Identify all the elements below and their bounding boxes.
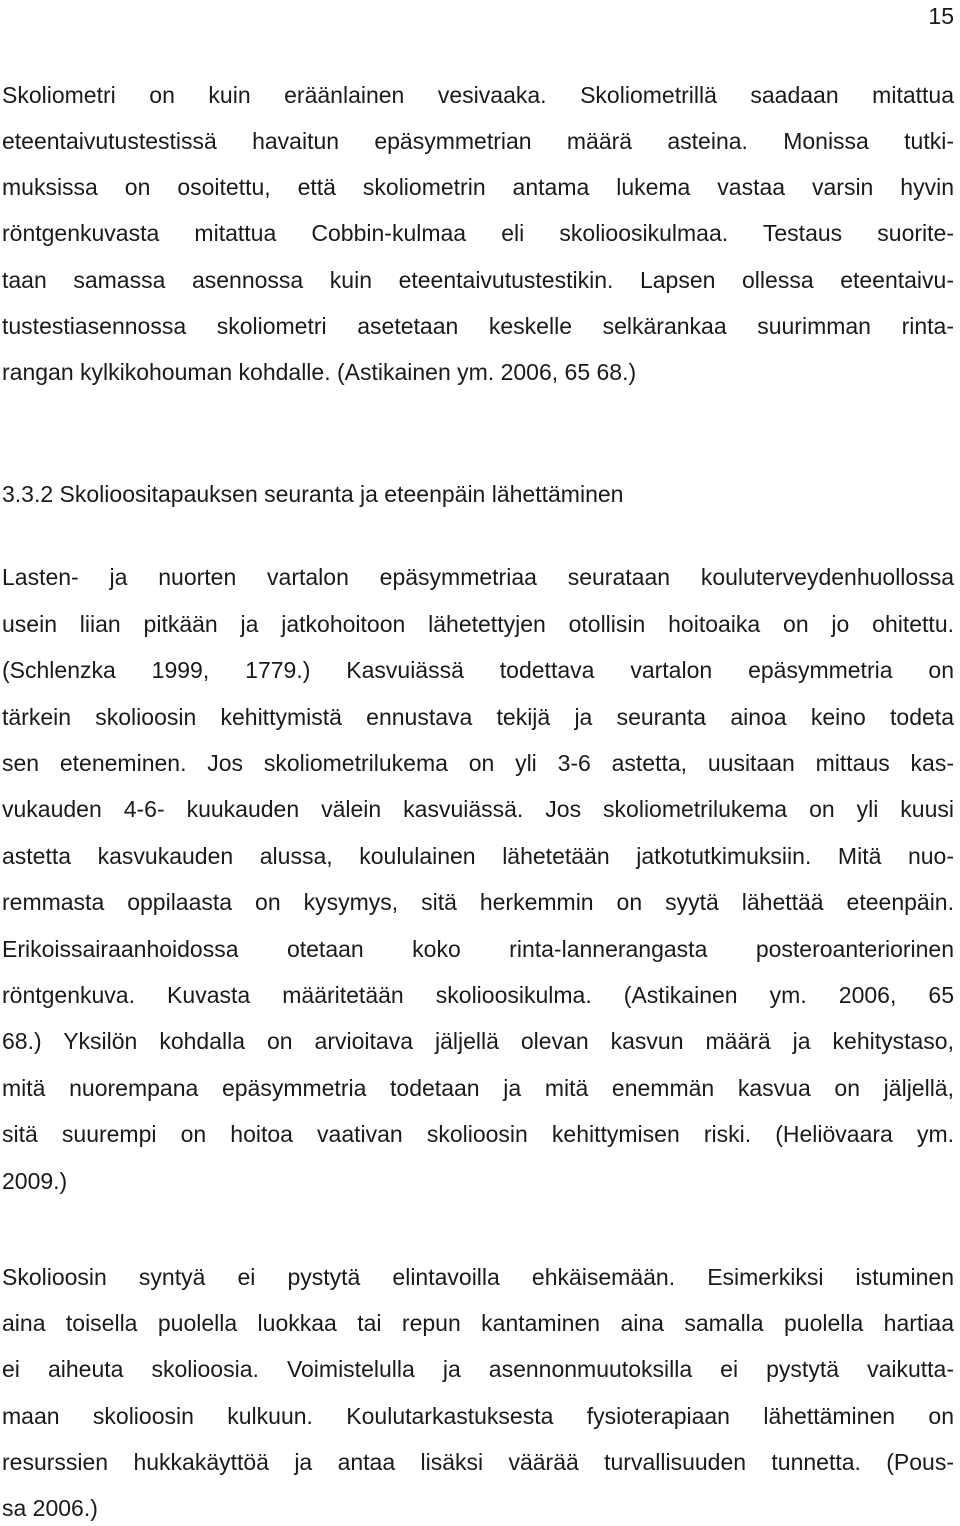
paragraph-3-line: aina toisella puolella luokkaa tai repun kantaminen aina samalla puolella hartiaa bbox=[2, 1310, 954, 1336]
paragraph-1-line: eteentaivutustestissä havaitun epäsymmetrian määrä asteina. Monissa tutki- bbox=[2, 128, 954, 154]
paragraph-1-line: tustestiasennossa skoliometri asetetaan keskelle selkärankaa suurimman rinta- bbox=[2, 313, 954, 339]
paragraph-2-line: Erikoissairaanhoidossa otetaan koko rinta-lannerangasta posteroanteriorinen bbox=[2, 936, 954, 962]
paragraph-3-line: Skolioosin syntyä ei pystytä elintavoilla ehkäisemään. Esimerkiksi istuminen bbox=[2, 1264, 954, 1290]
paragraph-2-line: tärkein skolioosin kehittymistä ennustava tekijä ja seuranta ainoa keino todeta bbox=[2, 704, 954, 730]
paragraph-1-line: taan samassa asennossa kuin eteentaivutustestikin. Lapsen ollessa eteentaivu- bbox=[2, 267, 954, 293]
paragraph-2-line: sen eteneminen. Jos skoliometrilukema on yli 3-6 astetta, uusitaan mittaus kas- bbox=[2, 750, 954, 776]
page-number: 15 bbox=[928, 3, 954, 29]
paragraph-3-line: resurssien hukkakäyttöä ja antaa lisäksi väärää turvallisuuden tunnetta. (Pous- bbox=[2, 1449, 954, 1475]
paragraph-2-line: 68.) Yksilön kohdalla on arvioitava jäljellä olevan kasvun määrä ja kehitystaso, bbox=[2, 1028, 954, 1054]
paragraph-3-line: ei aiheuta skolioosia. Voimistelulla ja asennonmuutoksilla ei pystytä vaikutta- bbox=[2, 1356, 954, 1382]
paragraph-1-line: rangan kylkikohouman kohdalle. (Astikainen ym. 2006, 65 68.) bbox=[2, 359, 637, 385]
paragraph-1-line: muksissa on osoitettu, että skoliometrin antama lukema vastaa varsin hyvin bbox=[2, 174, 954, 200]
paragraph-2-line: sitä suurempi on hoitoa vaativan skolioosin kehittymisen riski. (Heliövaara ym. bbox=[2, 1121, 954, 1147]
paragraph-2-line: Lasten- ja nuorten vartalon epäsymmetriaa seurataan kouluterveydenhuollossa bbox=[2, 564, 954, 590]
paragraph-2-line: usein liian pitkään ja jatkohoitoon lähetettyjen otollisin hoitoaika on jo ohitettu. bbox=[2, 611, 954, 637]
paragraph-3-line: maan skolioosin kulkuun. Koulutarkastuksesta fysioterapiaan lähettäminen on bbox=[2, 1403, 954, 1429]
section-heading: 3.3.2 Skolioositapauksen seuranta ja eteenpäin lähettäminen bbox=[2, 481, 624, 507]
paragraph-2-line: remmasta oppilaasta on kysymys, sitä herkemmin on syytä lähettää eteenpäin. bbox=[2, 889, 954, 915]
paragraph-2-line: mitä nuorempana epäsymmetria todetaan ja mitä enemmän kasvua on jäljellä, bbox=[2, 1075, 954, 1101]
paragraph-2-line: 2009.) bbox=[2, 1168, 68, 1194]
paragraph-1-line: Skoliometri on kuin eräänlainen vesivaaka. Skoliometrillä saadaan mitattua bbox=[2, 82, 954, 108]
paragraph-3-line: sa 2006.) bbox=[2, 1495, 98, 1521]
paragraph-2-line: (Schlenzka 1999, 1779.) Kasvuiässä todettava vartalon epäsymmetria on bbox=[2, 657, 954, 683]
paragraph-2-line: röntgenkuva. Kuvasta määritetään skolioosikulma. (Astikainen ym. 2006, 65 bbox=[2, 982, 954, 1008]
paragraph-2-line: vukauden 4-6- kuukauden välein kasvuiässä. Jos skoliometrilukema on yli kuusi bbox=[2, 796, 954, 822]
paragraph-1-line: röntgenkuvasta mitattua Cobbin-kulmaa eli skolioosikulmaa. Testaus suorite- bbox=[2, 220, 954, 246]
paragraph-2-line: astetta kasvukauden alussa, koululainen lähetetään jatkotutkimuksiin. Mitä nuo- bbox=[2, 843, 954, 869]
